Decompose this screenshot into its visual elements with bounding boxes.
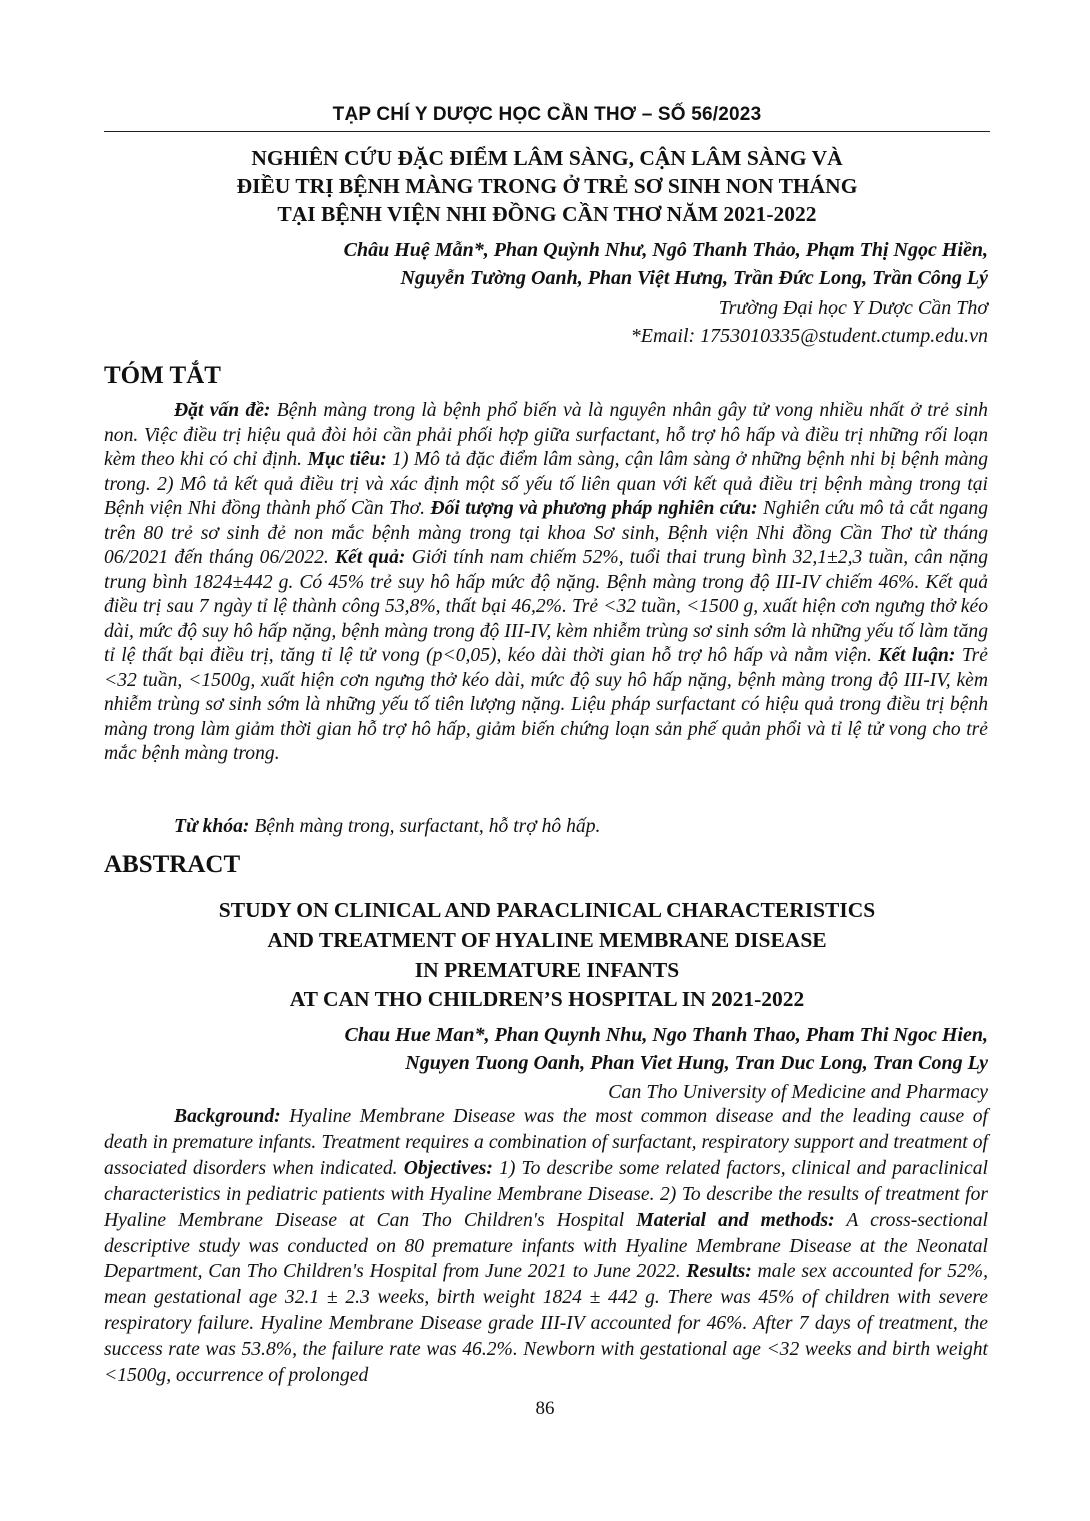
- author-line: Châu Huệ Mẫn*, Phan Quỳnh Như, Ngô Thanh Thảo, Phạm Thị Ngọc Hiền,: [343, 239, 988, 261]
- section-label: Mục tiêu:: [307, 449, 387, 470]
- title-line: IN PREMATURE INFANTS: [414, 957, 680, 982]
- section-text: 1) Mô tả đặc điểm lâm sàng, cận lâm sàng ở những bệnh nhi bị bệnh màng trong. 2) Mô tả kết quả điều trị và xác định một số yếu tố liên quan với kết quả điều trị bệnh màng trong tại Bệnh viện Nhi đồng thành phố Cần Thơ.: [104, 449, 988, 519]
- section-label: Background:: [174, 1106, 281, 1127]
- section-text: Bệnh màng trong là bệnh phổ biến và là nguyên nhân gây tử vong nhiều nhất ở trẻ sinh non. Việc điều trị hiệu quả đòi hỏi cần phải phối hợp giữa surfactant, hỗ trợ hô hấp và điều trị những rối loạn kèm theo khi có chỉ định.: [104, 400, 988, 470]
- summary-heading: TÓM TẮT: [104, 362, 221, 389]
- section-text: Trẻ <32 tuần, <1500g, xuất hiện cơn ngưng thở kéo dài, mức độ suy hô hấp nặng, bệnh màng trong độ III-IV, kèm nhiễm trùng sơ sinh sớm là những yếu tố tiên lượng nặng. Liệu pháp surfactant có hiệu quả trong điều trị bệnh màng trong làm giảm thời gian hỗ trợ hô hấp, giảm biến chứng loạn sản phế quản phổi và tỉ lệ tử vong cho trẻ mắc bệnh màng trong.: [104, 645, 988, 764]
- section-label: Đặt vấn đề:: [174, 400, 271, 421]
- title-line: TẠI BỆNH VIỆN NHI ĐỒNG CẦN THƠ NĂM 2021-2022: [277, 202, 817, 226]
- english-authors: [345, 1021, 989, 1077]
- vietnamese-affiliation: Trường Đại học Y Dược Cần Thơ: [718, 297, 988, 319]
- section-label: Đối tượng và phương pháp nghiên cứu:: [430, 498, 758, 519]
- section-label: Kết luận:: [878, 645, 956, 666]
- section-label: Material and methods:: [636, 1209, 835, 1231]
- author-line: Nguyễn Tường Oanh, Phan Việt Hưng, Trần Đức Long, Trần Công Lý: [400, 267, 988, 289]
- section-text: male sex accounted for 52%, mean gestational age 32.1 ± 2.3 weeks, birth weight 1824 ± 442 g. There was 45% of children with severe respiratory failure. Hyaline Membrane Disease grade III-IV accounted for 46%. After 7 days of treatment, the success rate was 53.8%, the failure rate was 46.2%. Newborn with gestational age <32 weeks and birth weight <1500g, occurrence of prolonged: [104, 1261, 989, 1387]
- section-text: 1) To describe some related factors, clinical and paraclinical characteristics in pediatric patients with Hyaline Membrane Disease. 2) To describe the results of treatment for Hyaline Membrane Disease at Can Tho Children's Hospital: [104, 1157, 988, 1231]
- section-text: Nghiên cứu mô tả cắt ngang trên 80 trẻ sơ sinh đẻ non mắc bệnh màng trong tại khoa Sơ sinh, Bệnh viện Nhi đồng Cần Thơ từ tháng 06/2021 đến tháng 06/2022.: [104, 498, 988, 568]
- section-label: Objectives:: [403, 1157, 493, 1179]
- corresponding-email: *Email: 1753010335@student.ctump.edu.vn: [630, 325, 988, 347]
- title-line: NGHIÊN CỨU ĐẶC ĐIỂM LÂM SÀNG, CẬN LÂM SÀNG VÀ: [251, 146, 843, 170]
- vietnamese-title: [104, 144, 990, 228]
- english-affiliation: Can Tho University of Medicine and Pharmacy: [608, 1081, 988, 1103]
- english-abstract: [104, 1104, 988, 1389]
- vietnamese-authors: [344, 236, 988, 292]
- abstract-heading: ABSTRACT: [104, 851, 241, 878]
- section-text: Giới tính nam chiếm 52%, tuổi thai trung bình 32,1±2,3 tuần, cân nặng trung bình 1824±442 g. Có 45% trẻ suy hô hấp mức độ nặng. Bệnh màng trong độ III-IV chiếm 46%. Kết quả điều trị sau 7 ngày tỉ lệ thành công 53,8%, thất bại 46,2%. Trẻ <32 tuần, <1500 g, xuất hiện cơn ngưng thở kéo dài, mức độ suy hô hấp nặng, bệnh màng trong độ III-IV, kèm nhiễm trùng sơ sinh sớm là những yếu tố làm tăng tỉ lệ thất bại điều trị, tăng tỉ lệ tử vong (p<0,05), kéo dài thời gian hỗ trợ hô hấp và nằm viện.: [104, 547, 989, 666]
- section-text: Hyaline Membrane Disease was the most common disease and the leading cause of death in premature infants. Treatment requires a combination of surfactant, respiratory support and treatment of associated disorders when indicated.: [104, 1106, 988, 1179]
- keywords-text: Bệnh màng trong, surfactant, hỗ trợ hô hấp.: [249, 816, 601, 837]
- section-label: Results:: [686, 1261, 752, 1283]
- title-line: AND TREATMENT OF HYALINE MEMBRANE DISEASE: [267, 927, 827, 952]
- title-line: AT CAN THO CHILDREN’S HOSPITAL IN 2021-2022: [289, 987, 805, 1012]
- title-line: STUDY ON CLINICAL AND PARACLINICAL CHARACTERISTICS: [218, 898, 876, 922]
- journal-header: TẠP CHÍ Y DƯỢC HỌC CẦN THƠ – SỐ 56/2023: [332, 104, 762, 125]
- english-title: [104, 896, 990, 1015]
- section-label: Kết quả:: [334, 547, 406, 568]
- author-line: Chau Hue Man*, Phan Quynh Nhu, Ngo Thanh Thao, Pham Thi Ngoc Hien,: [344, 1024, 988, 1046]
- header-rule: [104, 131, 990, 132]
- author-line: Nguyen Tuong Oanh, Phan Viet Hung, Tran Duc Long, Tran Cong Ly: [405, 1052, 988, 1074]
- page-number: 86: [535, 1398, 555, 1419]
- title-line: ĐIỀU TRỊ BỆNH MÀNG TRONG Ở TRẺ SƠ SINH NON THÁNG: [236, 174, 858, 198]
- keywords-label: Từ khóa:: [174, 816, 250, 837]
- vietnamese-abstract: [104, 399, 988, 767]
- section-text: A cross-sectional descriptive study was conducted on 80 premature infants with Hyaline Membrane Disease at the Neonatal Department, Can Tho Children's Hospital from June 2021 to June 2022.: [104, 1209, 988, 1283]
- keywords: [104, 815, 988, 840]
